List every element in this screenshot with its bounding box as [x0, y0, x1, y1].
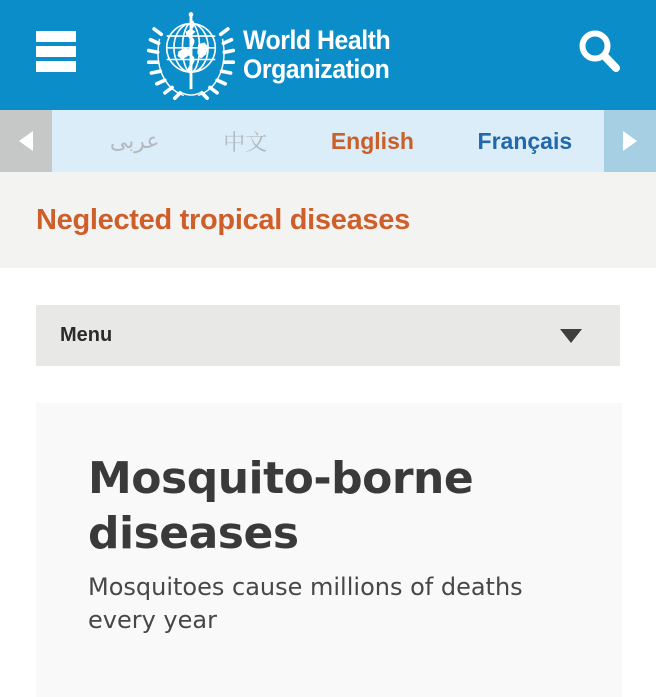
card-subtitle: Mosquitoes cause millions of deaths every year — [88, 573, 523, 635]
language-prev-button[interactable] — [0, 110, 52, 172]
hamburger-menu-icon[interactable] — [36, 31, 76, 72]
section-title-strip — [0, 172, 656, 268]
card-title: Mosquito-borne diseases — [88, 453, 474, 559]
search-button[interactable] — [574, 26, 624, 78]
language-french[interactable]: Français — [477, 127, 573, 154]
chevron-left-icon — [19, 131, 33, 151]
feature-card[interactable] — [36, 403, 622, 697]
menu-dropdown[interactable] — [36, 305, 620, 366]
brand-title — [243, 26, 390, 84]
spacer — [0, 268, 656, 305]
language-chinese[interactable]: 中文 — [223, 129, 268, 155]
language-list — [52, 110, 604, 172]
hamburger-bar — [36, 31, 76, 42]
app-header — [0, 0, 656, 110]
hamburger-bar — [36, 61, 76, 72]
brand-line1: World Health — [243, 25, 391, 55]
chevron-right-icon — [623, 131, 637, 151]
language-bar — [0, 110, 656, 172]
page-title: Neglected tropical diseases — [36, 203, 410, 236]
brand-line2: Organization — [243, 54, 390, 84]
language-english[interactable]: English — [330, 127, 414, 154]
hamburger-bar — [36, 46, 76, 57]
search-icon — [574, 26, 624, 78]
language-next-button[interactable] — [604, 110, 656, 172]
chevron-down-icon — [560, 329, 582, 343]
menu-label: Menu — [60, 324, 113, 346]
spacer — [0, 366, 656, 403]
who-emblem-icon — [146, 6, 236, 104]
language-arabic[interactable]: عربى — [109, 128, 160, 153]
who-logo[interactable] — [146, 6, 236, 104]
